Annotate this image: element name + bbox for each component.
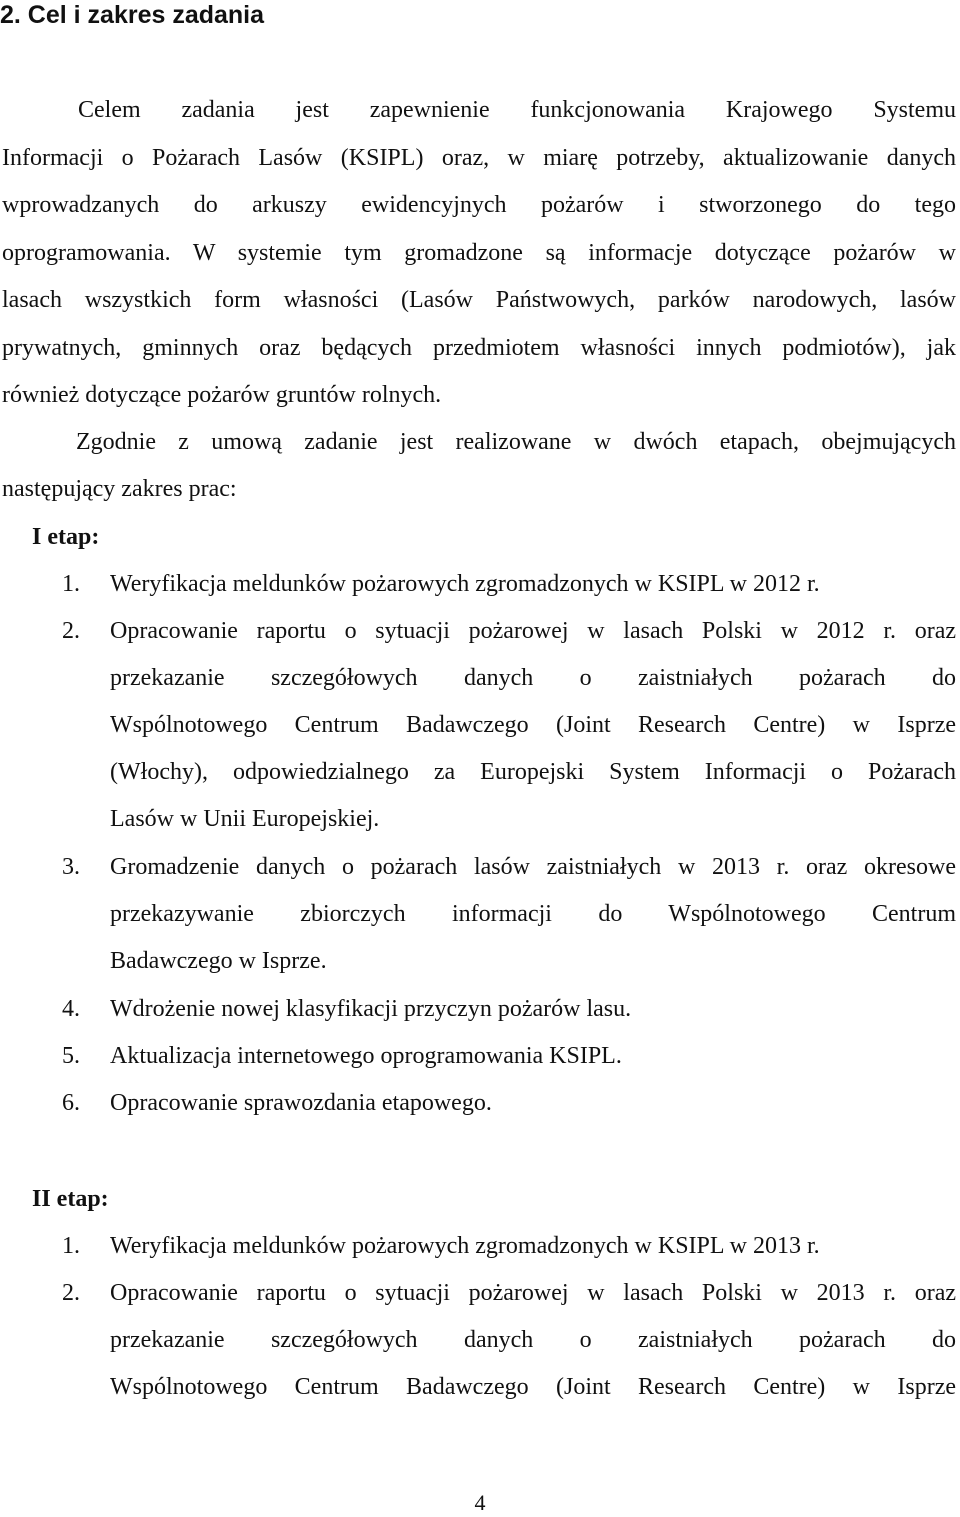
stage2-item-1-number: 1. [62, 1233, 80, 1259]
intro-line-1: Celem zadania jest zapewnienie funkcjonowania Krajowego Systemu [78, 97, 956, 123]
stage1-item-2-line-4: (Włochy), odpowiedzialnego za Europejski System Informacji o Pożarach [110, 759, 956, 785]
stage2-item-1-line-1: Weryfikacja meldunków pożarowych zgromadzonych w KSIPL w 2013 r. [110, 1233, 820, 1259]
stage1-item-2-number: 2. [62, 618, 80, 644]
stage1-item-2-line-2: przekazanie szczegółowych danych o zaistniałych pożarach do [110, 665, 956, 691]
stage2-title: II etap: [32, 1186, 109, 1212]
section-heading: 2. Cel i zakres zadania [0, 1, 265, 29]
stage1-item-1-number: 1. [62, 571, 80, 597]
intro-line-2: Informacji o Pożarach Lasów (KSIPL) oraz, w miarę potrzeby, aktualizowanie danych [2, 145, 956, 171]
stage1-title: I etap: [32, 524, 100, 550]
intro-line-5: lasach wszystkich form własności (Lasów Państwowych, parków narodowych, lasów [2, 287, 956, 313]
intro-line-6: prywatnych, gminnych oraz będących przedmiotem własności innych podmiotów), jak [2, 335, 956, 361]
stage1-item-2-line-1: Opracowanie raportu o sytuacji pożarowej w lasach Polski w 2012 r. oraz [110, 618, 956, 644]
stage1-item-5-line-1: Aktualizacja internetowego oprogramowania KSIPL. [110, 1043, 622, 1069]
stage1-item-3-line-3: Badawczego w Isprze. [110, 948, 327, 974]
stage1-item-2-line-3: Wspólnotowego Centrum Badawczego (Joint Research Centre) w Isprze [110, 712, 956, 738]
intro-line-4: oprogramowania. W systemie tym gromadzone są informacje dotyczące pożarów w [2, 240, 956, 266]
stage2-item-2-line-2: przekazanie szczegółowych danych o zaistniałych pożarach do [110, 1327, 956, 1353]
stage1-item-5-number: 5. [62, 1043, 80, 1069]
intro-line-7: również dotyczące pożarów gruntów rolnych. [2, 382, 442, 408]
stage1-item-3-number: 3. [62, 854, 80, 880]
stage1-item-6-number: 6. [62, 1090, 80, 1116]
agreement-line-2: następujący zakres prac: [2, 476, 237, 502]
stage1-item-3-line-2: przekazywanie zbiorczych informacji do Wspólnotowego Centrum [110, 901, 956, 927]
stage2-item-2-line-1: Opracowanie raportu o sytuacji pożarowej w lasach Polski w 2013 r. oraz [110, 1280, 956, 1306]
stage1-item-4-line-1: Wdrożenie nowej klasyfikacji przyczyn pożarów lasu. [110, 996, 632, 1022]
stage2-item-2-number: 2. [62, 1280, 80, 1306]
stage1-item-6-line-1: Opracowanie sprawozdania etapowego. [110, 1090, 492, 1116]
intro-line-3: wprowadzanych do arkuszy ewidencyjnych pożarów i stworzonego do tego [2, 192, 956, 218]
stage1-item-4-number: 4. [62, 996, 80, 1022]
agreement-line-1: Zgodnie z umową zadanie jest realizowane w dwóch etapach, obejmujących [76, 429, 956, 455]
page-number: 4 [474, 1490, 486, 1515]
stage1-item-3-line-1: Gromadzenie danych o pożarach lasów zaistniałych w 2013 r. oraz okresowe [110, 854, 956, 880]
stage1-item-2-line-5: Lasów w Unii Europejskiej. [110, 806, 380, 832]
stage2-item-2-line-3: Wspólnotowego Centrum Badawczego (Joint Research Centre) w Isprze [110, 1374, 956, 1400]
stage1-item-1-line-1: Weryfikacja meldunków pożarowych zgromadzonych w KSIPL w 2012 r. [110, 571, 820, 597]
